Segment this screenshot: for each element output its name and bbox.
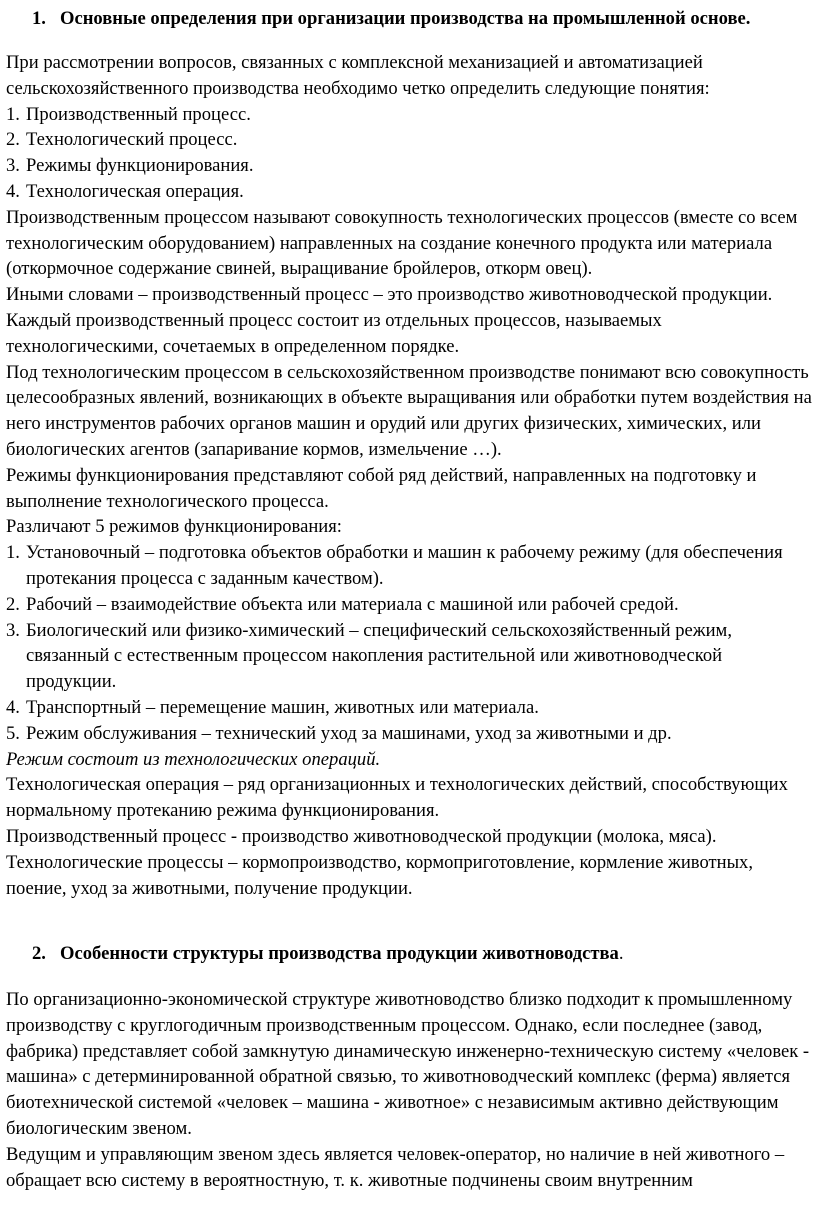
mode-number: 5. [6,722,20,744]
each-process-paragraph: Каждый производственный процесс состоит из отдельных процессов, называемых технологическими, сочетаемых в определенном порядке. [6,309,662,357]
concept-text: Технологический процесс. [26,129,238,151]
operator-paragraph: Ведущим и управляющим звеном здесь является человек-оператор, но наличие в ней животного – обращает всю систему в вероятностную, т. к. животные подчинены своим внутренним [6,1143,785,1191]
tech-processes-paragraph: Технологические процессы – кормопроизводство, кормоприготовление, кормление животных, поение, уход за животными, получение продукции. [6,851,754,899]
section-1-number: 1. [32,8,46,29]
concept-number: 4. [6,180,20,202]
mode-number: 4. [6,696,20,718]
section-2-number: 2. [32,943,46,964]
mode-item [6,540,812,592]
concept-item [6,179,812,205]
concept-number: 1. [6,103,20,125]
section-2-title: Особенности структуры производства продукции животноводства [60,943,619,964]
other-words-paragraph: Иными словами – производственный процесс – это производство животноводческой продукции. [6,284,773,306]
mode-item [6,618,812,695]
section-1-heading [6,6,810,32]
mode-text: Установочный – подготовка объектов обработки и машин к рабочему режиму (для обеспечения протекания процесса с заданным качеством). [26,542,783,589]
section-2-heading [6,941,810,967]
mode-item [6,592,812,618]
concept-item [6,153,812,179]
section-2-body [6,987,812,1193]
structure-paragraph: По организационно-экономической структуре животноводство близко подходит к промышленному производству с круглогодичным производственным процессом. Однако, если последнее (завод, фабрика) представляет собой замкнутую динамическую инженерно-техническую систему «человек - машина» с детерминированной обратной связью, то животноводческий комплекс (ферма) является биотехнической системой «человек – машина - животное» с независимым активно действующим биологическим звеном. [6,989,810,1139]
mode-number: 1. [6,542,20,564]
intro-paragraph: При рассмотрении вопросов, связанных с комплексной механизацией и автоматизацией сельскохозяйственного производства необходимо четко определить следующие понятия: [6,52,710,99]
production-definition-paragraph: Производственный процесс - производство животноводческой продукции (молока, мяса). [6,825,717,847]
italic-note-paragraph: Режим состоит из технологических операций. [6,748,381,770]
section-2-title-wrap [32,941,624,967]
concept-text: Производственный процесс. [26,103,251,125]
section-1-title: Основные определения при организации производства на промышленной основе. [60,8,751,29]
concept-number: 2. [6,129,20,151]
mode-number: 3. [6,619,20,641]
mode-item [6,721,812,747]
operation-paragraph: Технологическая операция – ряд организационных и технологических действий, способствующих нормальному протеканию режима функционирования. [6,774,788,822]
concept-number: 3. [6,155,20,177]
mode-text: Биологический или физико-химический – специфический сельскохозяйственный режим, связанный с естественным процессом накопления растительной или животноводческой продукции. [26,619,732,693]
mode-text: Режим обслуживания – технический уход за машинами, уход за животными и др. [26,722,672,744]
five-modes-paragraph: Различают 5 режимов функционирования: [6,516,342,538]
tech-process-paragraph: Под технологическим процессом в сельскохозяйственном производстве понимают всю совокупность целесообразных явлений, возникающих в объекте выращивания или обработки путем воздействия на него инструментов рабочих органов машин и орудий или других физических, химических, или биологических агентов (запаривание кормов, измельчение …). [6,361,812,460]
mode-item [6,695,812,721]
mode-text: Рабочий – взаимодействие объекта или материала с машиной или рабочей средой. [26,593,679,615]
section-2-title-dot: . [618,943,624,964]
mode-number: 2. [6,593,20,615]
concept-item [6,102,812,128]
concept-text: Технологическая операция. [26,180,244,202]
mode-text: Транспортный – перемещение машин, животных или материала. [26,696,539,718]
concept-item [6,127,812,153]
section-1-body [6,50,812,901]
modes-paragraph: Режимы функционирования представляют собой ряд действий, направленных на подготовку и выполнение технологического процесса. [6,464,757,512]
production-process-paragraph: Производственным процессом называют совокупность технологических процессов (вместе со всем технологическим оборудованием) направленных на создание конечного продукта или материала (откормочное содержание свиней, выращивание бройлеров, откорм овец). [6,206,798,280]
concept-text: Режимы функционирования. [26,155,254,177]
